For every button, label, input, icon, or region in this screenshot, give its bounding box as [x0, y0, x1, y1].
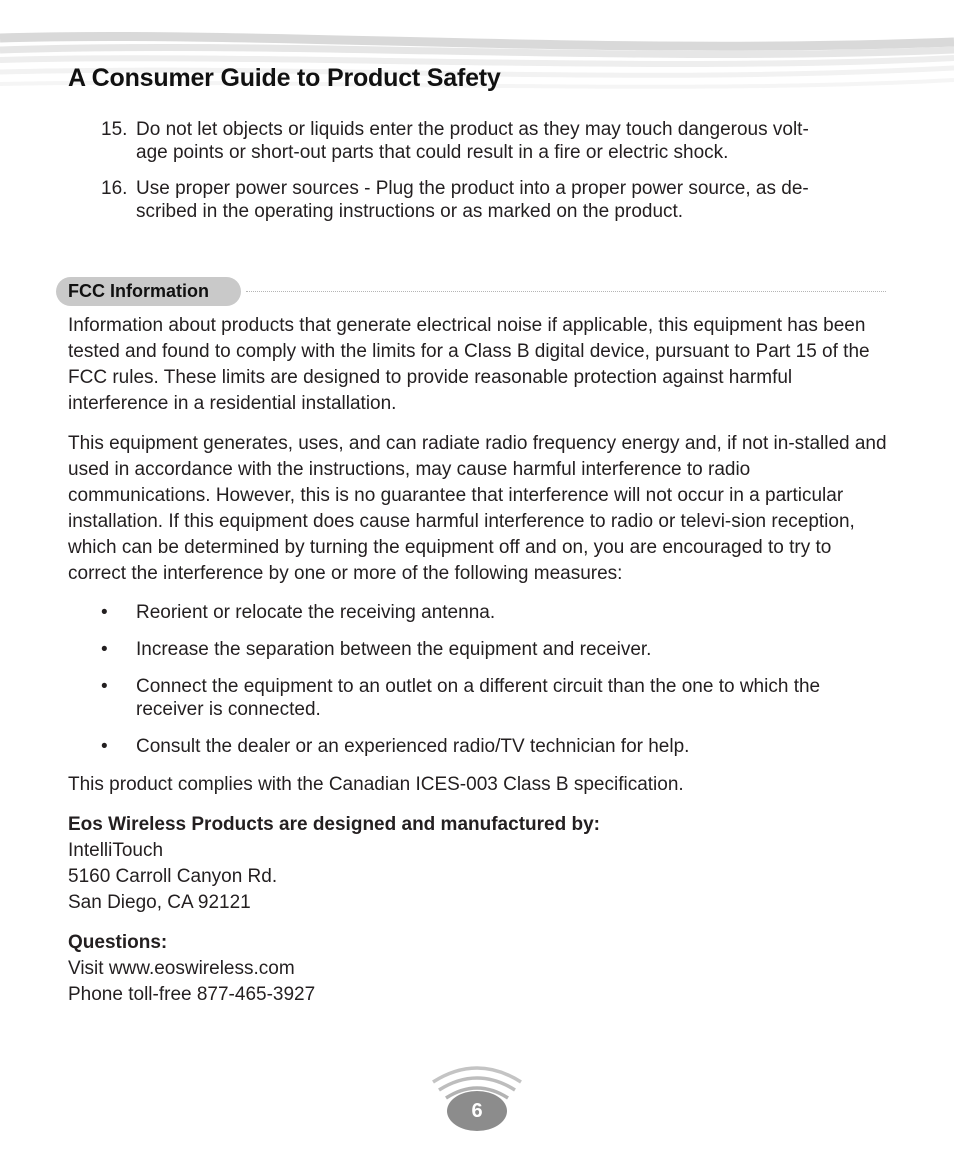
item-text-line: Use proper power sources - Plug the product into a proper power source, as de-	[136, 178, 809, 199]
questions-website: Visit www.eoswireless.com	[68, 958, 295, 979]
list-item	[68, 675, 888, 721]
bullet-icon: •	[101, 676, 108, 697]
questions-phone: Phone toll-free 877-465-3927	[68, 984, 316, 1005]
safety-list	[0, 118, 954, 236]
fcc-body	[68, 313, 888, 1022]
fcc-paragraph-1: Information about products that generate electrical noise if applicable, this equipment has been tested and found to comply with the limits for a Class B digital device, pursuant to Part 15 of the FCC rules. These limits are designed to provide reasonable protection against harmful interference in a residential installation.	[68, 315, 870, 414]
item-text-line: age points or short-out parts that could result in a fire or electric shock.	[136, 142, 729, 163]
item-text-line: Do not let objects or liquids enter the product as they may touch dangerous volt-	[136, 119, 809, 140]
item-text-line: scribed in the operating instructions or as marked on the product.	[136, 201, 684, 222]
bullet-icon: •	[101, 639, 108, 660]
canada-compliance: This product complies with the Canadian ICES-003 Class B specification.	[68, 774, 684, 795]
bullet-icon: •	[101, 602, 108, 623]
questions-heading: Questions:	[68, 932, 168, 953]
fcc-section-label: FCC Information	[56, 277, 241, 306]
page-title: A Consumer Guide to Product Safety	[68, 64, 501, 92]
list-item	[68, 601, 888, 624]
list-item-text: Consult the dealer or an experienced radio/TV technician for help.	[136, 736, 690, 757]
manufacturer-heading: Eos Wireless Products are designed and manufactured by:	[68, 814, 600, 835]
measures-list	[68, 601, 888, 758]
questions-block	[68, 930, 888, 1008]
list-item-text: Increase the separation between the equipment and receiver.	[136, 639, 652, 660]
manufacturer-block	[68, 812, 888, 1008]
section-divider	[246, 291, 886, 292]
list-item-text: Reorient or relocate the receiving antenna.	[136, 602, 496, 623]
bullet-icon: •	[101, 736, 108, 757]
fcc-paragraph-2: This equipment generates, uses, and can radiate radio frequency energy and, if not in-stalled and used in accordance with the instructions, may cause harmful interference to radio communications. However, this is no guarantee that interference will not occur in a particular installation. If this equipment does cause harmful interference to radio or televi-sion reception, which can be determined by turning the equipment off and on, you are encouraged to try to correct the interference by one or more of the following measures:	[68, 433, 887, 584]
item-number: 15.	[101, 119, 128, 140]
item-number: 16.	[101, 178, 128, 199]
safety-item-15	[0, 118, 876, 164]
list-item	[68, 735, 888, 758]
page-number: 6	[447, 1091, 507, 1131]
safety-item-16	[0, 177, 876, 223]
manufacturer-name: IntelliTouch	[68, 840, 164, 861]
list-item	[68, 638, 888, 661]
list-item-text: Connect the equipment to an outlet on a different circuit than the one to which the receiver is connected.	[136, 676, 821, 720]
manufacturer-city: San Diego, CA 92121	[68, 892, 251, 913]
manufacturer-street: 5160 Carroll Canyon Rd.	[68, 866, 278, 887]
